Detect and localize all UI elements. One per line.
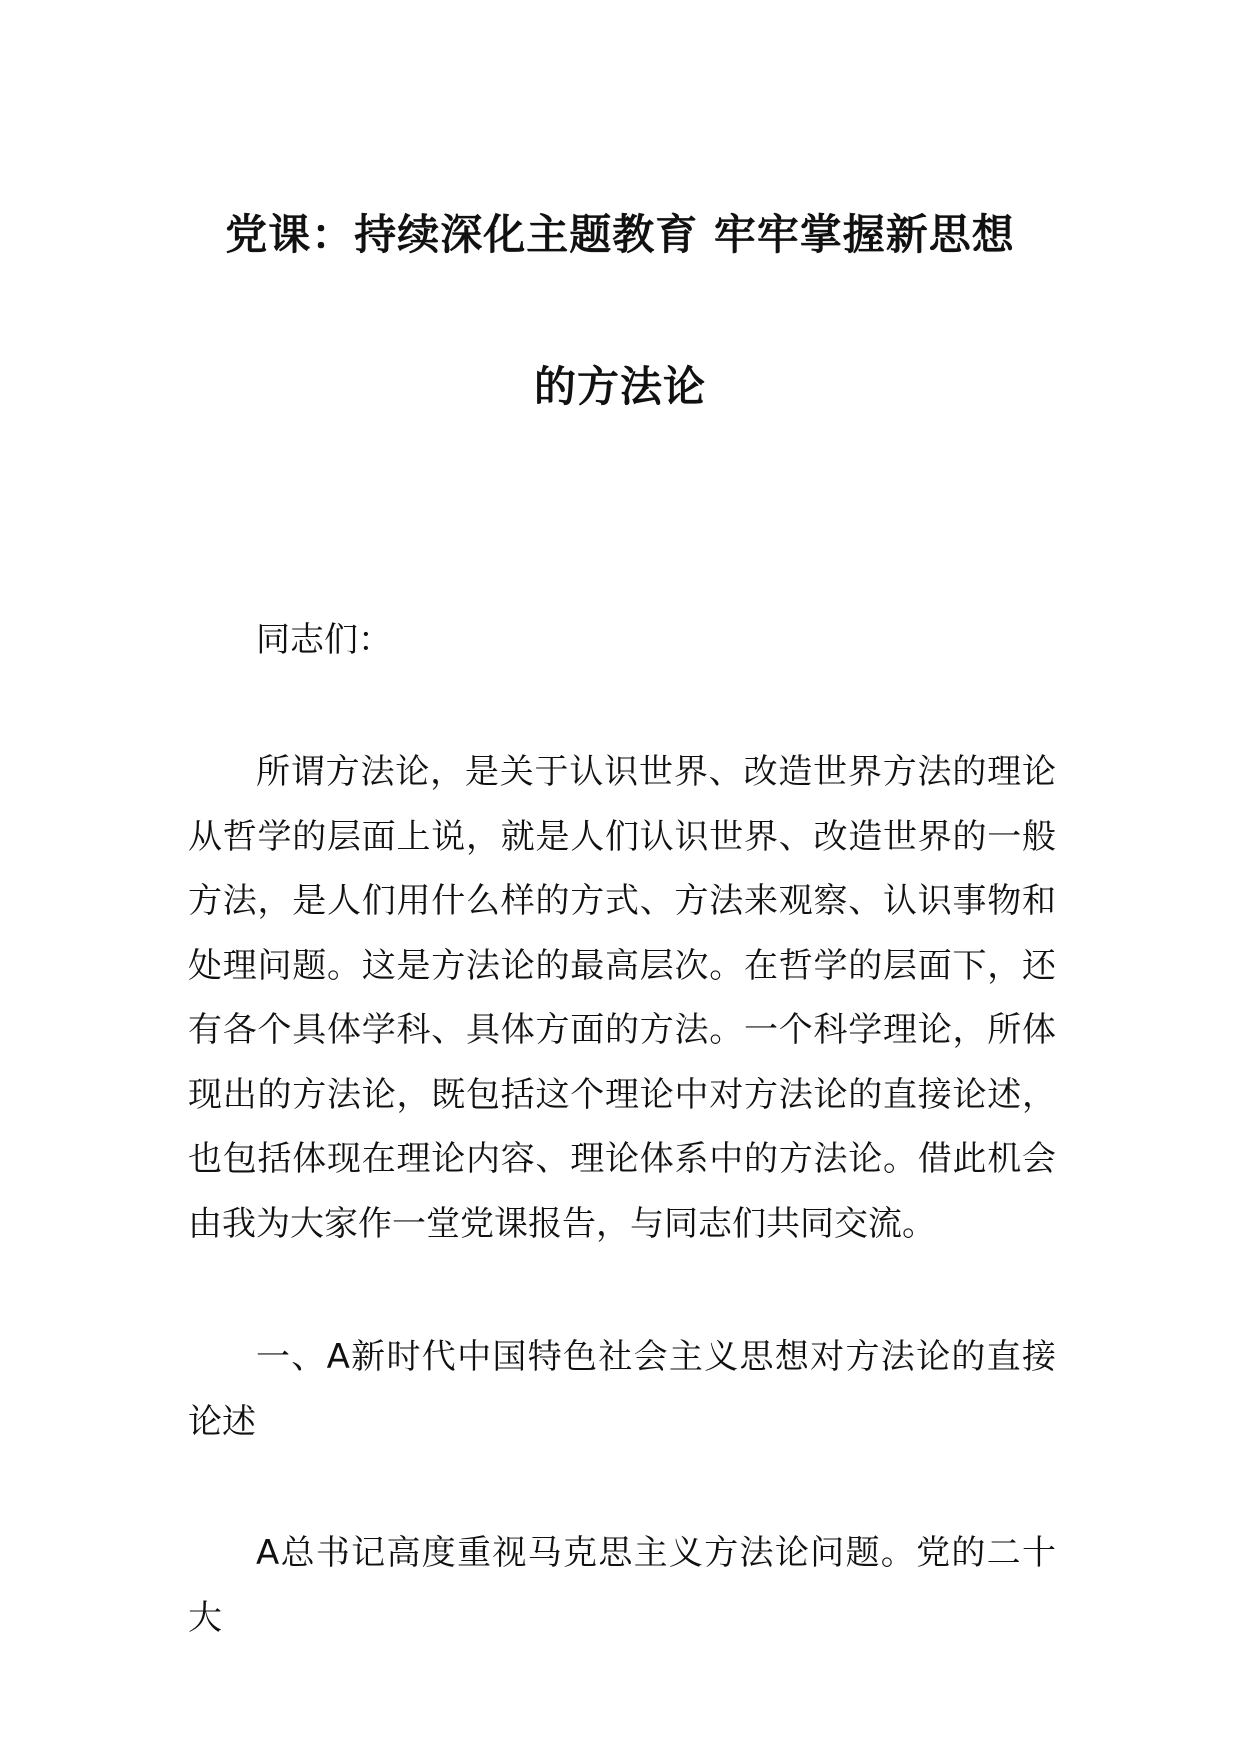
intro-paragraph: 所谓方法论，是关于认识世界、改造世界方法的理论从哲学的层面上说，就是人们认识世界、改造世界的一般方法，是人们用什么样的方式、方法来观察、认识事物和处理问题。这是方法论的最高层次。在哲学的层面下，还有各个具体学科、具体方面的方法。一个科学理论，所体现出的方法论，既包括这个理论中对方法论的直接论述，也包括体现在理论内容、理论体系中的方法论。借此机会由我为大家作一堂党课报告，与同志们共同交流。 [188,752,1056,1244]
section-heading: 一、A新时代中国特色社会主义思想对方法论的直接论述 [188,1337,1056,1442]
document-title-line-1: 党课：持续深化主题教育 牢牢掌握新思想 [225,210,1015,259]
section-paragraph: A总书记高度重视马克思主义方法论问题。党的二十大 [188,1533,1056,1638]
greeting: 同志们： [256,620,392,660]
document-title-line-2: 的方法论 [533,362,706,411]
